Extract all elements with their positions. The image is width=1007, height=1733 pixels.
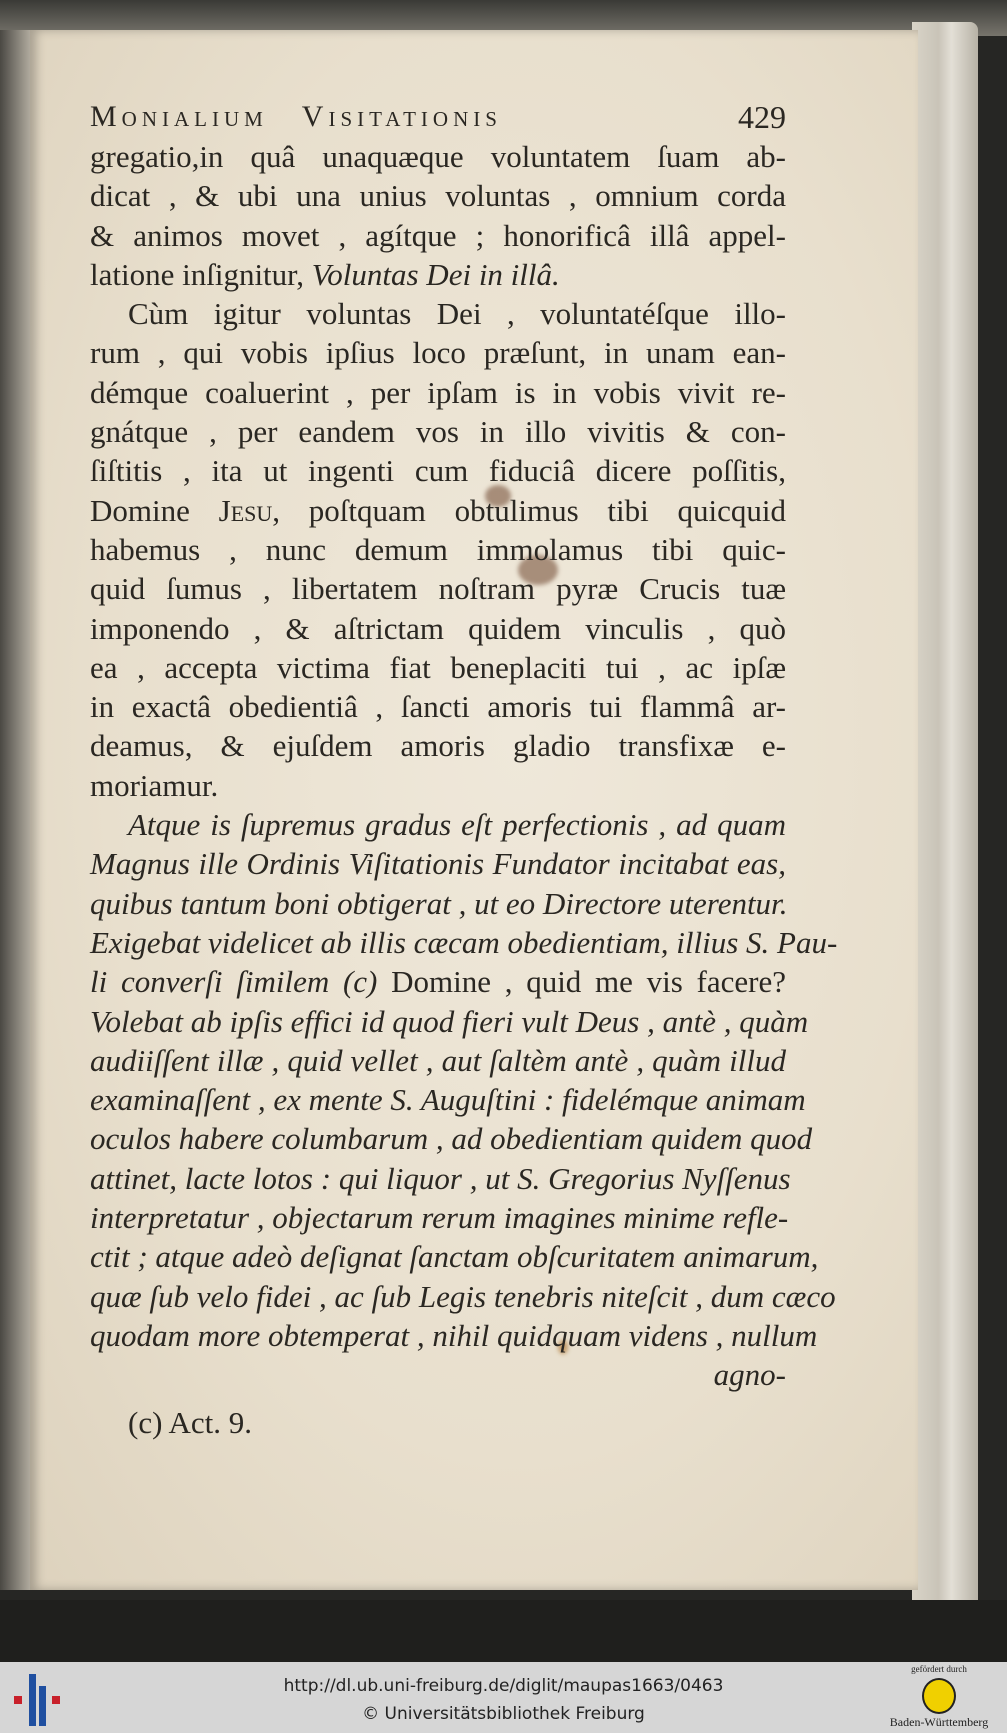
coat-of-arms-icon (922, 1678, 956, 1714)
text-span: Domine (90, 492, 219, 528)
text-line: deamus, & ejuſdem amoris gladio transfixæ e- (90, 728, 786, 764)
text-line-italic: ctit ; atque adeò deſignat ſanctam obſcuritatem animarum, (90, 1239, 819, 1275)
book-left-edge (0, 30, 34, 1590)
text-line-italic: Atque is ſupremus gradus eſt perfectionis , ad quam (128, 807, 786, 843)
text-line: dicat , & ubi una unius voluntas , omnium corda (90, 178, 786, 214)
text-span: , poſtquam obtulimus tibi quicquid (272, 492, 787, 528)
text-line-italic: quodam more obtemperat , nihil quidquam videns , nullum (90, 1317, 818, 1353)
text-line: ſiſtitis , ita ut ingenti cum fiduciâ dicere poſſitis, (90, 453, 786, 489)
text-line: gnátque , per eandem vos in illo vivitis & con- (90, 414, 786, 450)
text-line (90, 255, 786, 294)
text-line: in exactâ obedientiâ , ſancti amoris tui flammâ ar- (90, 689, 786, 725)
text-span: latione inſignitur, (90, 256, 312, 292)
text-line: quid ſumus , libertatem noſtram pyræ Crucis tuæ (90, 571, 786, 607)
page-number: 429 (738, 99, 786, 135)
footer-bar (0, 1662, 1007, 1733)
text-line-italic: quibus tantum boni obtigerat , ut eo Directore uterentur. (90, 885, 788, 921)
text-line-italic: Volebat ab ipſis effici id quod fieri vult Deus , antè , quàm (90, 1003, 809, 1039)
text-line: habemus , nunc demum immolamus tibi quic- (90, 531, 786, 567)
text-span-smallcaps: Jesu (218, 492, 273, 528)
text-line-italic: Exigebat videlicet ab illis cæcam obedientiam, illius S. Pau- (90, 924, 838, 960)
text-line: démque coaluerint , per ipſam is in vobis vivit re- (90, 374, 786, 410)
running-header (90, 97, 786, 137)
text-line-italic: examinaſſent , ex mente S. Auguſtini : fidelémque animam (90, 1082, 806, 1118)
footnote: (c) Act. 9. (128, 1404, 252, 1440)
sponsor-label: gefördert durch (911, 1664, 967, 1674)
text-line: rum , qui vobis ipſius loco præſunt, in unam ean- (90, 335, 786, 371)
text-line (90, 962, 786, 1001)
text-line-italic: interpretatur , objectarum rerum imagines minime refle- (90, 1200, 789, 1236)
copyright-text: © Universitätsbibliothek Freiburg (362, 1704, 645, 1724)
text-span-italic: Voluntas Dei in illâ. (311, 256, 560, 292)
text-line-italic: Magnus ille Ordinis Viſitationis Fundator incitabat eas, (90, 846, 786, 882)
scan-background (0, 1600, 1007, 1662)
text-line-italic: attinet, lacte lotos : qui liquor , ut S. Gregorius Nyſſenus (90, 1160, 791, 1196)
text-span-italic: li converſi ſimilem (c) (90, 964, 392, 1000)
text-line: gregatio,in quâ unaquæque voluntatem ſuam ab- (90, 139, 786, 174)
catchword: agno- (713, 1357, 786, 1393)
text-line-italic: oculos habere columbarum , ad obedientiam quidem quod (90, 1121, 813, 1157)
book-page-edges (912, 22, 978, 1612)
sponsor-name: Baden-Württemberg (889, 1715, 989, 1729)
text-span: Domine , quid me vis facere? (391, 964, 786, 1000)
text-line: imponendo , & aſtrictam quidem vinculis , quò (90, 610, 786, 646)
sponsor-badge (874, 1664, 1004, 1732)
text-line (90, 491, 786, 530)
text-line-italic: quæ ſub velo fidei , ac ſub Legis tenebris niteſcit , dum cæco (90, 1278, 836, 1314)
text-line-italic: audiiſſent illæ , quid vellet , aut ſaltèm antè , quàm illud (90, 1042, 786, 1078)
running-head: Monialium Visitationis (90, 100, 502, 133)
text-line: moriamur. (90, 767, 219, 803)
text-line: ea , accepta victima fiat beneplaciti tui , ac ipſæ (90, 649, 786, 685)
text-line: & animos movet , agítque ; honorificâ illâ appel- (90, 217, 786, 253)
permalink-url[interactable]: http://dl.ub.uni-freiburg.de/diglit/maupas1663/0463 (283, 1676, 724, 1696)
text-line: Cùm igitur voluntas Dei , voluntatéſque illo- (128, 296, 786, 332)
page-text (90, 97, 838, 1443)
